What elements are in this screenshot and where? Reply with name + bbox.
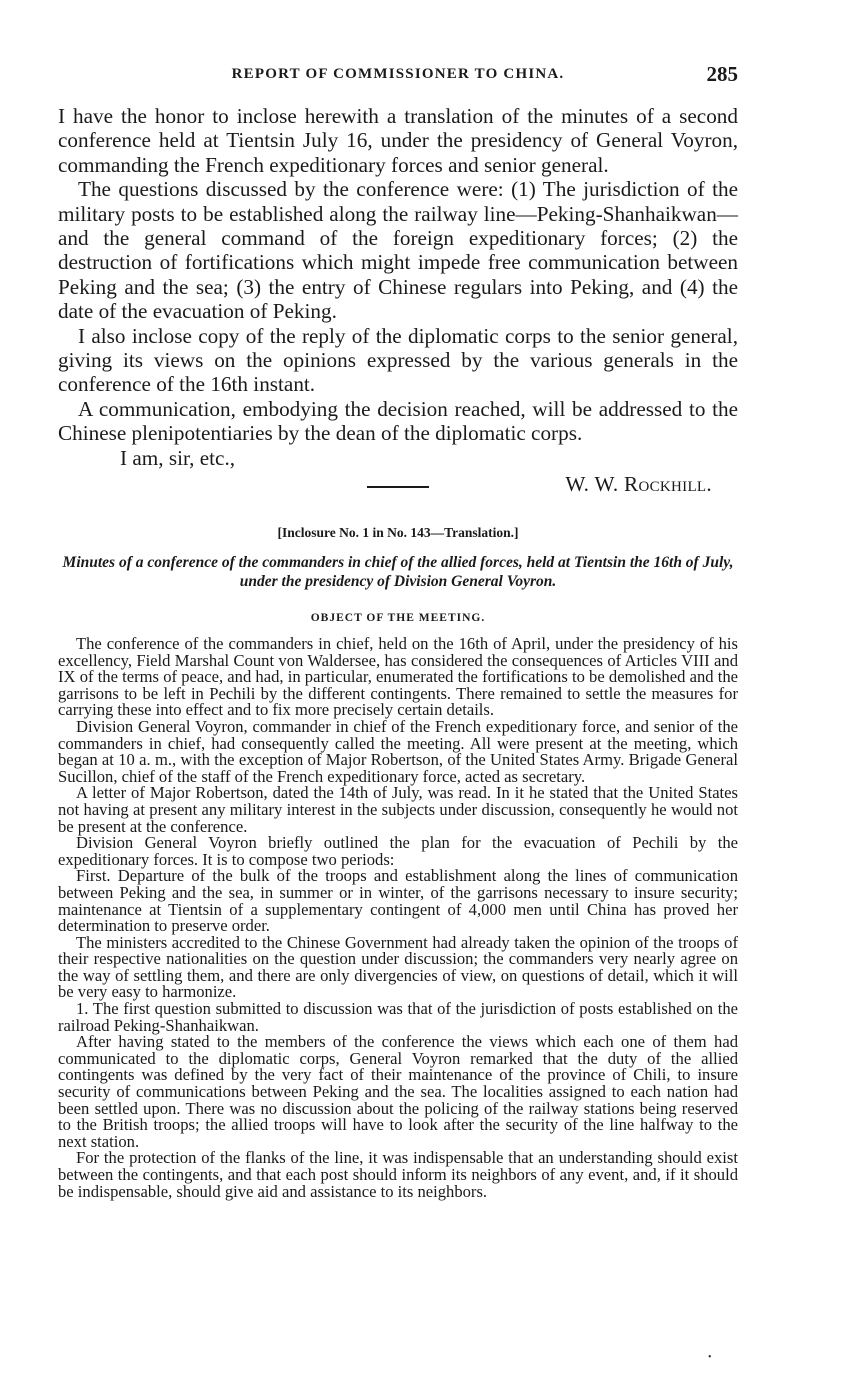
section-divider (367, 486, 429, 488)
running-head (58, 62, 738, 90)
minutes-paragraph: Division General Voyron briefly outlined the plan for the evacuation of Pechili by the expeditionary forces. It is to compose two periods: (58, 833, 738, 869)
minutes-paragraph: After having stated to the members of the conference the views which each one of them had communicated to the diplomatic corps, General Voyron remarked that the duty of the allied contingents was defined by the very fact of their maintenance of the province of Chili, to insure security of communications between Peking and the sea. The localities assigned to each nation had been settled upon. There was no discussion about the policing of the railway stations being reserved to the British troops; the allied troops will have to look after the security of the line halfway to the next station. (58, 1032, 738, 1151)
minutes-paragraph: First. Departure of the bulk of the troops and establishment along the lines of communication between Peking and the sea, in summer or in winter, of the garrisons necessary to insure security; maintenance at Tientsin of a supplementary contingent of 4,000 men until China has proved her determination to preserve order. (58, 866, 738, 936)
print-speck: • (708, 1352, 712, 1363)
minutes-paragraph: For the protection of the flanks of the line, it was indispensable that an understanding should exist between the contingents, and that each post should inform its neighbors of any event, and, if it should be indispensable, should give aid and assistance to its neighbors. (58, 1148, 738, 1201)
page-number: 285 (706, 62, 738, 86)
signature: W. W. Rockhill. (565, 471, 712, 496)
minutes-paragraph: Division General Voyron, commander in chief of the French expeditionary force, and senior of the commanders in chief, had consequently called the meeting. All were present at the meeting, which began at 10 a. m., with the exception of Major Robertson, of the United States Army. Brigade General Sucillon, chief of the staff of the French expeditionary force, acted as secretary. (58, 716, 738, 786)
minutes-paragraph: A letter of Major Robertson, dated the 14th of July, was read. In it he stated that the United States not having at present any military interest in the subjects under discussion, consequently he would not be present at the conference. (58, 783, 738, 836)
letter-body (58, 104, 738, 496)
letter-paragraph: A communication, embodying the decision reached, will be addressed to the Chinese plenipotentiaries by the dean of the diplomatic corps. (58, 396, 738, 446)
minutes-paragraph: The ministers accredited to the Chinese Government had already taken the opinion of the troops of their respective nationalities on the question under discussion; the commanders very nearly agree on the way of settling them, and there are only divergencies of view, on questions of detail, which it will be very easy to harmonize. (58, 932, 738, 1002)
letter-closing (58, 446, 738, 496)
inclosure-heading: [Inclosure No. 1 in No. 143—Translation.] (277, 525, 519, 540)
minutes-paragraph: The conference of the commanders in chief, held on the 16th of April, under the presidency of his excellency, Field Marshal Count von Waldersee, has considered the consequences of Articles VIII and IX of the terms of peace, and had, in particular, enumerated the fortifications to be demolished and the garrisons to be left in Pechili by the different contingents. There remained to settle the measures for carrying these into effect and to fix more precisely certain details. (58, 634, 738, 720)
complimentary-close: I am, sir, etc., (120, 445, 236, 470)
minutes-title: Minutes of a conference of the commanders in chief of the allied forces, held at Tientsin the 16th of July, under the presidency of Division General Voyron. (62, 554, 734, 590)
letter-paragraph: I have the honor to inclose herewith a translation of the minutes of a second conference held at Tientsin July 16, under the presidency of General Voyron, commanding the French expeditionary forces and senior general. (58, 104, 738, 177)
letter-paragraph: The questions discussed by the conference were: (1) The jurisdiction of the military posts to be established along the railway line—Peking-Shanhaikwan—and the general command of the foreign expeditionary forces; (2) the destruction of fortifications which might impede free communication between Peking and the sea; (3) the entry of Chinese regulars into Peking, and (4) the date of the evacuation of Peking. (58, 177, 738, 324)
letter-paragraph: I also inclose copy of the reply of the diplomatic corps to the senior general, giving its views on the opinions expressed by the various generals in the conference of the 16th instant. (58, 323, 738, 397)
section-heading: OBJECT OF THE MEETING. (310, 612, 486, 624)
minutes-paragraph: 1. The first question submitted to discussion was that of the jurisdiction of posts established on the railroad Peking-Shanhaikwan. (58, 999, 738, 1035)
minutes-body (58, 636, 738, 1200)
running-title: REPORT OF COMMISSIONER TO CHINA. (231, 66, 565, 82)
